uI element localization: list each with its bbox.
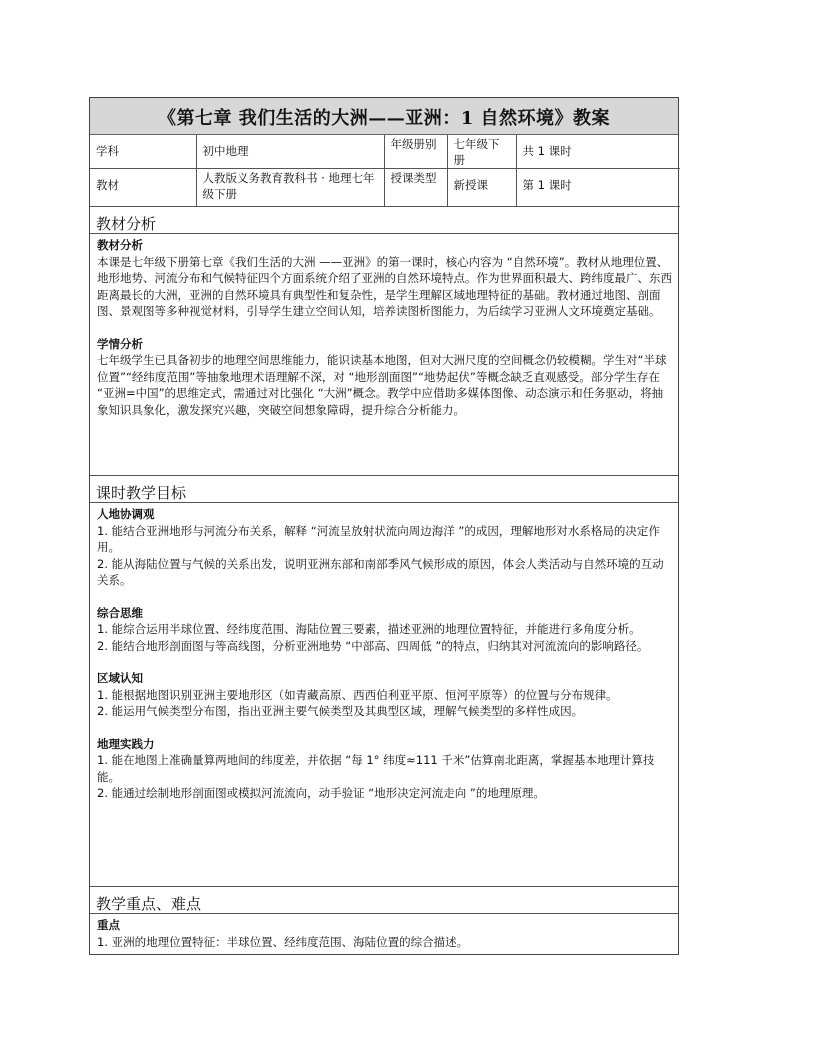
goal-group-title: 人地协调观 bbox=[97, 507, 155, 521]
goal-item: 2. 能结合地形剖面图与等高线图，分析亚洲地势 “中部高、四周低 ”的特点，归纳其对河流流向的影响路径。 bbox=[97, 638, 649, 653]
subject-value: 初中地理 bbox=[196, 135, 384, 169]
lesson-type-value: 新授课 bbox=[447, 169, 516, 207]
goal-group-title: 综合思维 bbox=[97, 605, 143, 620]
goals-heading: 课时教学目标 bbox=[90, 476, 678, 503]
goals-body bbox=[90, 503, 678, 887]
material-value: 人教版义务教育教科书 · 地理七年级下册 bbox=[196, 169, 384, 207]
analysis-body bbox=[90, 234, 678, 476]
document-title: 《第七章 我们生活的大洲——亚洲：1 自然环境》教案 bbox=[90, 98, 678, 135]
student-analysis-text: 七年级学生已具备初步的地理空间思维能力，能识读基本地图，但对大洲尺度的空间概念仍较模糊。学生对“半球位置”“经纬度范围”等抽象地理术语理解不深，对 “地形剖面图”“地势起伏”等概念缺乏直观感受。部分学生存在 “亚洲=中国”的思维定式，需通过对比强化 “大洲”概念。教学中应借助多媒体图像、动态演示和任务驱动，将抽象知识具象化，激发探究兴趣，突破空间想象障碍，提升综合分析能力。 bbox=[97, 353, 667, 417]
goal-item: 1. 能综合运用半球位置、经纬度范围、海陆位置三要素，描述亚洲的地理位置特征，并能进行多角度分析。 bbox=[97, 622, 641, 636]
key-point-item: 1. 亚洲的地理位置特征：半球位置、经纬度范围、海陆位置的综合描述。 bbox=[97, 934, 469, 949]
lesson-type-label: 授课类型 bbox=[384, 169, 447, 207]
total-hours: 共 1 课时 bbox=[516, 135, 680, 169]
meta-table bbox=[90, 135, 680, 207]
textbook-analysis-title: 教材分析 bbox=[97, 238, 143, 252]
goal-item: 1. 能结合亚洲地形与河流分布关系，解释 “河流呈放射状流向周边海洋 ”的成因，理解地形对水系格局的决定作用。 bbox=[97, 523, 660, 554]
grade-value: 七年级下册 bbox=[447, 135, 516, 169]
goal-group-title: 区域认知 bbox=[97, 671, 143, 685]
key-points-title: 重点 bbox=[97, 918, 120, 932]
goal-group-title: 地理实践力 bbox=[97, 736, 155, 751]
grade-label: 年级册别 bbox=[384, 135, 447, 169]
material-label: 教材 bbox=[90, 169, 196, 207]
student-analysis-title: 学情分析 bbox=[97, 336, 143, 351]
goal-item: 2. 能通过绘制地形剖面图或模拟河流流向，动手验证 “地形决定河流走向 ”的地理原理。 bbox=[97, 786, 545, 800]
lesson-number: 第 1 课时 bbox=[516, 169, 680, 207]
analysis-heading: 教材分析 bbox=[90, 207, 678, 234]
lesson-plan-table bbox=[89, 97, 679, 955]
meta-row-material bbox=[90, 169, 680, 207]
subject-label: 学科 bbox=[90, 135, 196, 169]
key-points-heading: 教学重点、难点 bbox=[90, 887, 678, 914]
key-points-body bbox=[90, 914, 678, 950]
goal-item: 2. 能运用气候类型分布图，指出亚洲主要气候类型及其典型区域，理解气候类型的多样性成因。 bbox=[97, 704, 584, 718]
textbook-analysis-text: 本课是七年级下册第七章《我们生活的大洲 ——亚洲》的第一课时，核心内容为 “自然环境”。教材从地理位置、地形地势、河流分布和气候特征四个方面系统介绍了亚洲的自然环境特点。作为世界面积最大、跨纬度最广、东西距离最长的大洲，亚洲的自然环境具有典型性和复杂性，是学生理解区域地理特征的基础。教材通过地图、剖面图、景观图等多种视觉材料，引导学生建立空间认知，培养读图析图能力，为后续学习亚洲人文环境奠定基础。 bbox=[97, 254, 672, 318]
meta-row-subject bbox=[90, 135, 680, 169]
goal-item: 1. 能根据地图识别亚洲主要地形区（如青藏高原、西西伯利亚平原、恒河平原等）的位置与分布规律。 bbox=[97, 687, 618, 702]
goal-item: 2. 能从海陆位置与气候的关系出发，说明亚洲东部和南部季风气候形成的原因，体会人类活动与自然环境的互动关系。 bbox=[97, 556, 664, 587]
goal-item: 1. 能在地图上准确量算两地间的纬度差，并依据 “每 1° 纬度≈111 千米”估算南北距离，掌握基本地理计算技能。 bbox=[97, 753, 655, 784]
